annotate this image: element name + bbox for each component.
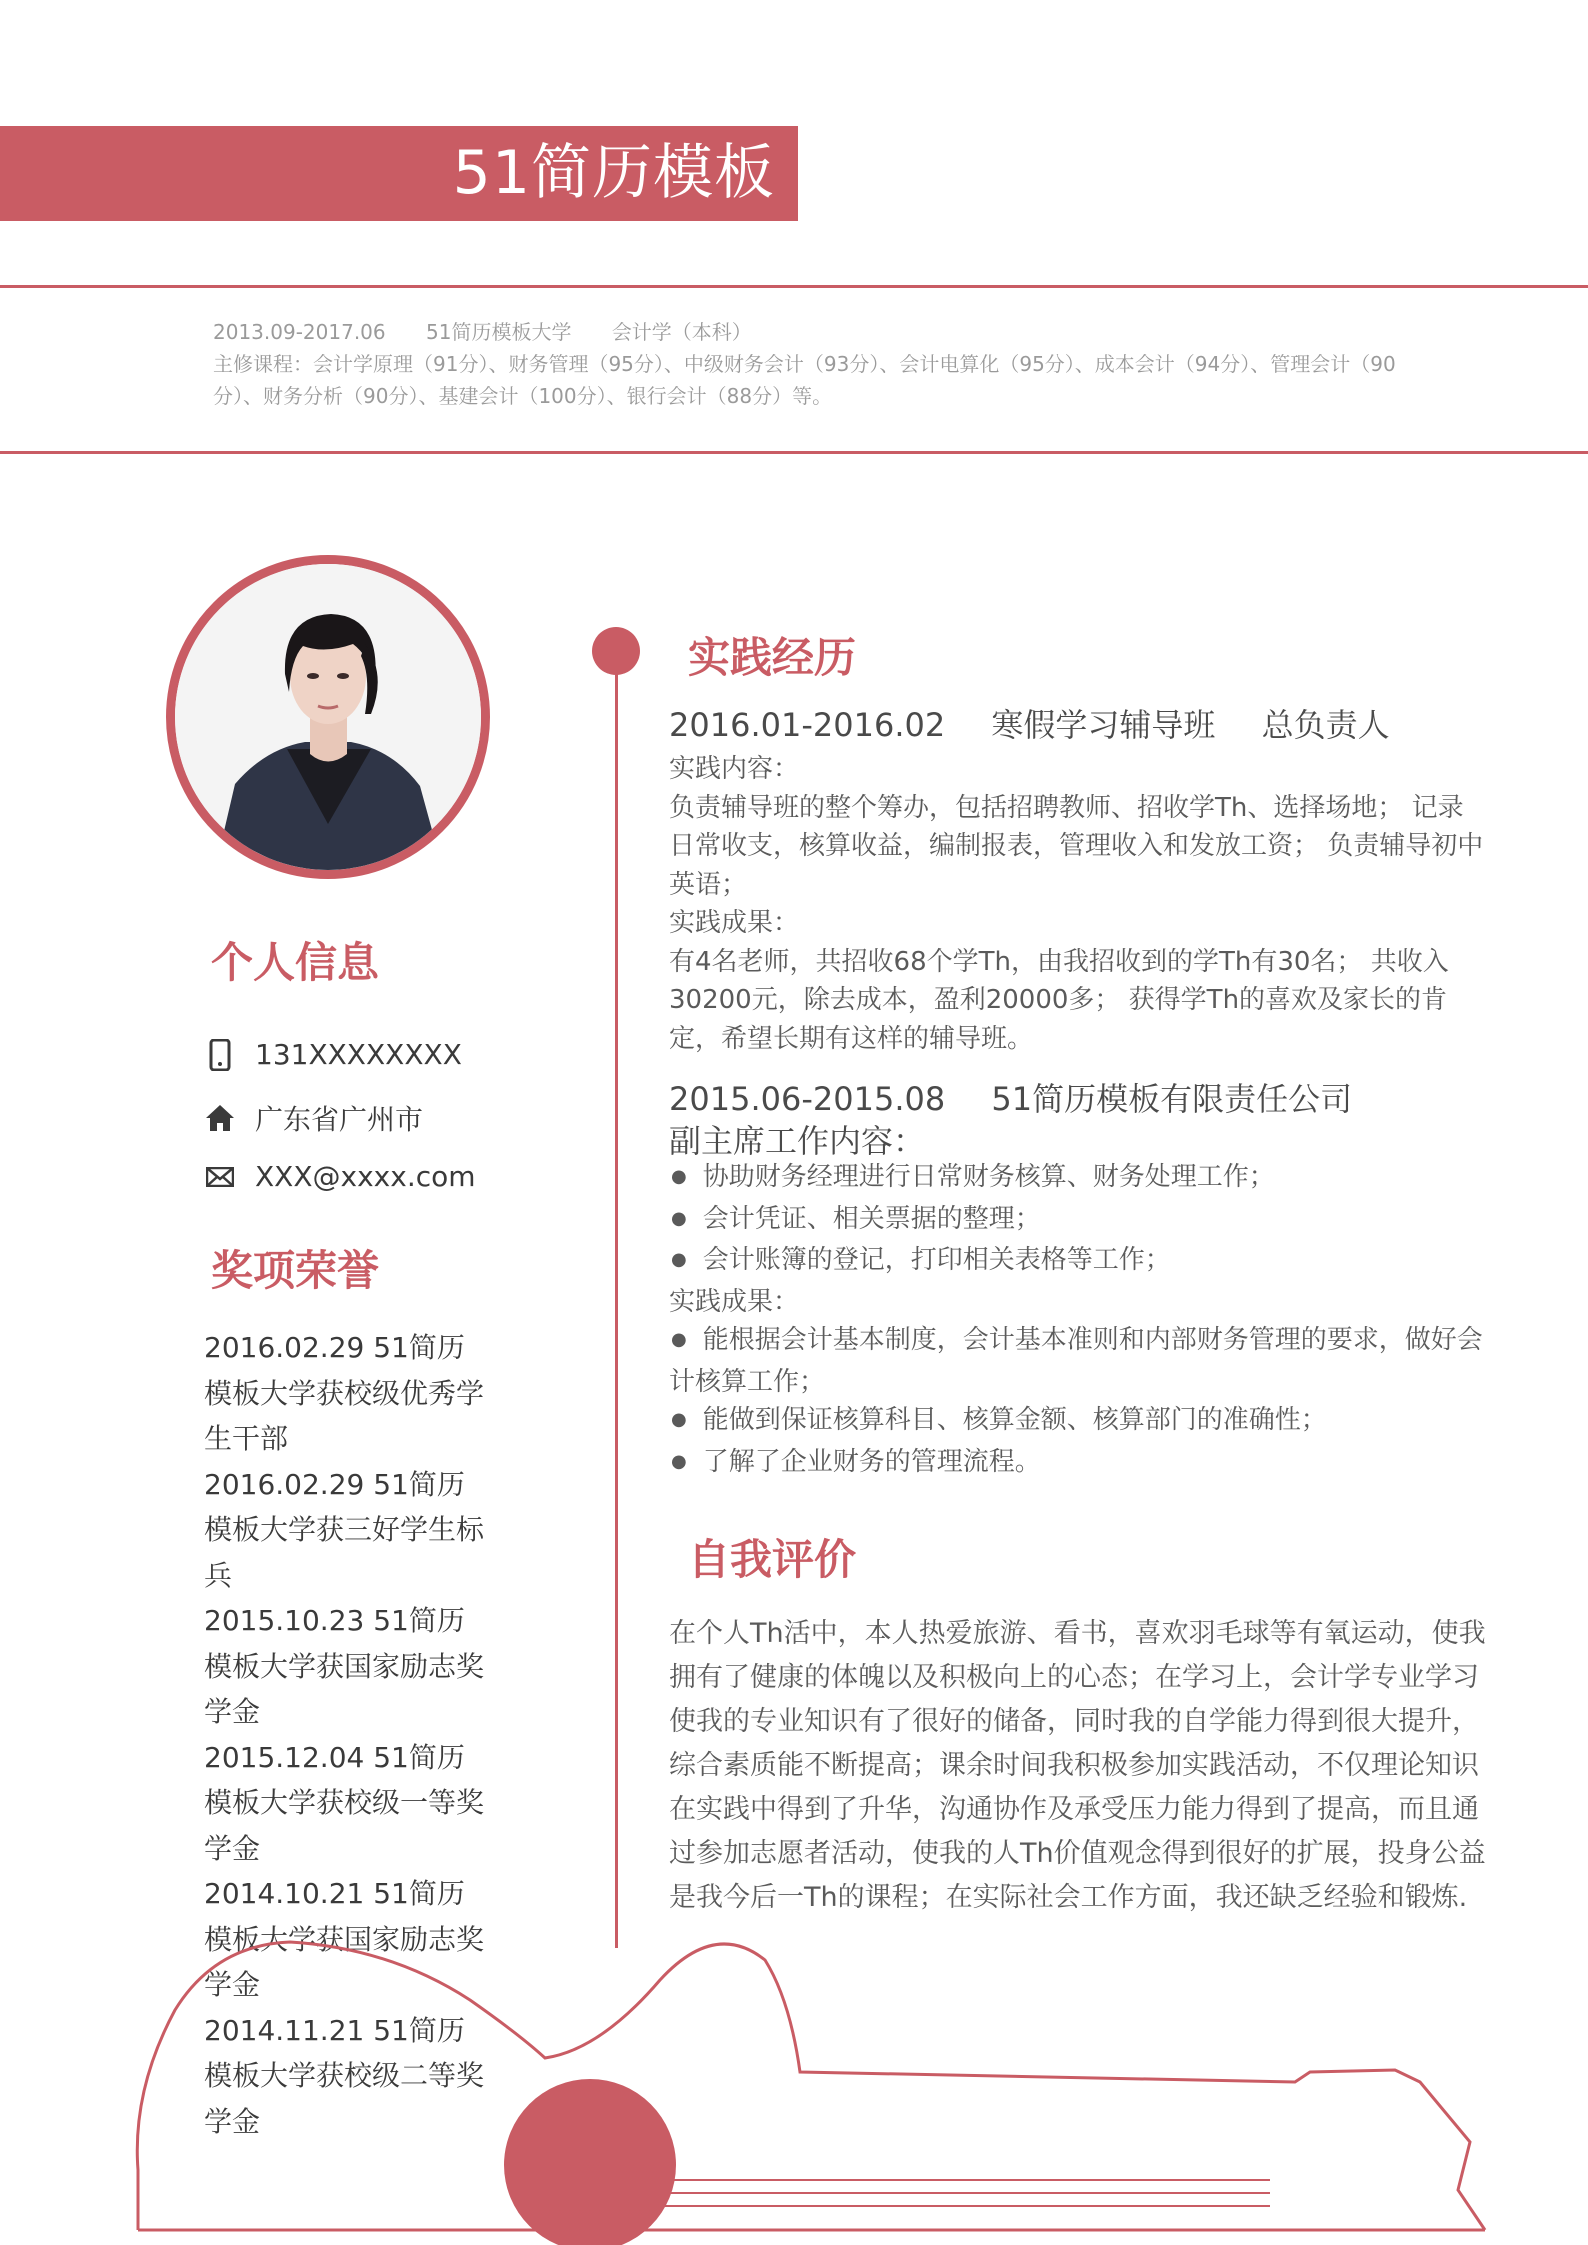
- profile-photo: [166, 555, 490, 879]
- personal-info-title: 个人信息: [211, 938, 380, 987]
- home-icon: [205, 1102, 235, 1134]
- award-item: 2016.02.29 51简历模板大学获校级优秀学生干部: [204, 1331, 485, 1455]
- job1-header: [669, 700, 1489, 750]
- education-row: [213, 316, 1443, 348]
- job1-result-label: 实践成果：: [669, 908, 800, 938]
- divider-bottom: [0, 451, 1588, 454]
- award-item: 2014.11.21 51简历模板大学获校级二等奖学金: [204, 2013, 485, 2138]
- education-school: 51简历模板大学: [426, 320, 572, 344]
- job2-result: ● 能根据会计基本制度，会计基本准则和内部财务管理的要求，做好会计核算工作；: [669, 1321, 1489, 1401]
- job1-content: 负责辅导班的整个筹办，包括招聘教师、招收学Th、选择场地； 记录日常收支，核算收益，编制报表，管理收入和发放工资； 负责辅导初中英语；: [669, 792, 1484, 900]
- page-title: 51简历模板: [452, 138, 775, 208]
- self-eval-title: 自我评价: [688, 1535, 857, 1584]
- mail-icon: [205, 1161, 235, 1193]
- education-section: [213, 316, 1443, 412]
- award-item: 2015.12.04 51简历模板大学获校级一等奖学金: [204, 1740, 485, 1865]
- award-item: 2014.10.21 51简历模板大学获国家励志奖学金: [204, 1877, 485, 2001]
- job1-period: 2016.01-2016.02: [669, 706, 946, 744]
- job2-result: ● 了解了企业财务的管理流程。: [669, 1443, 1489, 1485]
- address-text: 广东省广州市: [255, 1103, 424, 1136]
- awards-title: 奖项荣誉: [211, 1246, 380, 1295]
- job2-header: [669, 1074, 1489, 1124]
- divider-top: [0, 285, 1588, 288]
- phone-number: 131XXXXXXXX: [255, 1038, 462, 1071]
- award-item: 2015.10.23 51简历模板大学获国家励志奖学金: [204, 1604, 485, 1728]
- job2-role-label: 副主席工作内容：: [669, 1122, 926, 1160]
- practice-section: [669, 700, 1489, 1484]
- job1-org: 寒假学习辅导班: [991, 706, 1216, 744]
- contact-phone: [205, 1038, 462, 1071]
- guitar-decoration: [0, 1890, 1588, 2245]
- education-major: 会计学（本科）: [611, 320, 752, 344]
- job1-result: 有4名老师，共招收68个学Th，由我招收到的学Th有30名； 共收入30200元，除去成本，盈利20000多； 获得学Th的喜欢及家长的肯定，希望长期有这样的辅导班。: [669, 946, 1449, 1054]
- job2-duty: ● 会计凭证、相关票据的整理；: [669, 1200, 1489, 1242]
- contact-email: [205, 1160, 476, 1193]
- award-item: 2016.02.29 51简历模板大学获三好学生标兵: [204, 1467, 485, 1592]
- job2-period: 2015.06-2015.08: [669, 1080, 946, 1118]
- job2-duty: ● 会计账簿的登记，打印相关表格等工作；: [669, 1241, 1489, 1283]
- job2-org: 51简历模板有限责任公司: [991, 1080, 1353, 1118]
- job2-result-label: 实践成果：: [669, 1286, 800, 1317]
- job1-role: 总负责人: [1261, 706, 1390, 744]
- education-courses: 主修课程：会计学原理（91分）、财务管理（95分）、中级财务会计（93分）、会计电算化（95分）、成本会计（94分）、管理会计（90分）、财务分析（90分）、基建会计（100分）、银行会计（88分）等。: [213, 352, 1396, 408]
- contact-address: [205, 1098, 423, 1138]
- practice-title: 实践经历: [688, 633, 857, 682]
- job2-result: ● 能做到保证核算科目、核算金额、核算部门的准确性；: [669, 1401, 1489, 1443]
- phone-icon: [205, 1039, 235, 1071]
- avatar: [175, 564, 481, 870]
- email-text: XXX@xxxx.com: [255, 1160, 476, 1193]
- job2-duty: ● 协助财务经理进行日常财务核算、财务处理工作；: [669, 1158, 1489, 1200]
- timeline-dot: [592, 627, 640, 675]
- job1-content-label: 实践内容：: [669, 754, 800, 784]
- timeline-line: [615, 648, 618, 1948]
- self-eval-text: 在个人Th活中，本人热爱旅游、看书，喜欢羽毛球等有氧运动，使我拥有了健康的体魄以及积极向上的心态；在学习上，会计学专业学习使我的专业知识有了很好的储备，同时我的自学能力得到很大提升，综合素质能不断提高；课余时间我积极参加实践活动，不仅理论知识在实践中得到了升华，沟通协作及承受压力能力得到了提高，而且通过参加志愿者活动，使我的人Th价值观念得到很好的扩展，投身公益是我今后一Th的课程；在实际社会工作方面，我还缺乏经验和锻炼.: [669, 1618, 1486, 1913]
- education-period: 2013.09-2017.06: [213, 320, 386, 344]
